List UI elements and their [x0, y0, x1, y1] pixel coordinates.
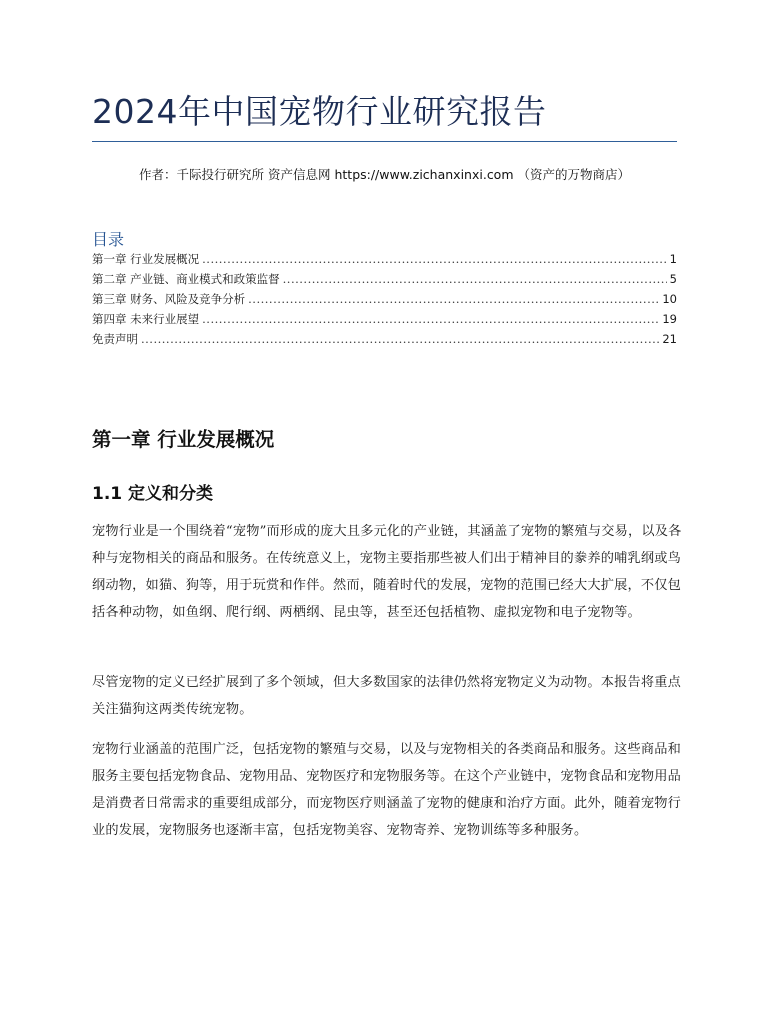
- table-of-contents: [92, 251, 677, 351]
- toc-item-label: 第三章 财务、风险及竞争分析: [92, 292, 246, 306]
- toc-item-page: 21: [662, 332, 677, 346]
- toc-item-page: 10: [662, 292, 677, 306]
- body-paragraph: 尽管宠物的定义已经扩展到了多个领域，但大多数国家的法律仍然将宠物定义为动物。本报告将重点关注猫狗这两类传统宠物。: [92, 675, 682, 717]
- toc-heading: 目录: [92, 230, 125, 249]
- section-title: 1.1 定义和分类: [92, 484, 214, 504]
- toc-item-page: 1: [669, 252, 677, 266]
- body-paragraph: 宠物行业是一个围绕着“宠物”而形成的庞大且多元化的产业链，其涵盖了宠物的繁殖与交易，以及各种与宠物相关的商品和服务。在传统意义上，宠物主要指那些被人们出于精神目的豢养的哺乳纲或鸟纲动物，如猫、狗等，用于玩赏和作伴。然而，随着时代的发展，宠物的范围已经大大扩展，不仅包括各种动物，如鱼纲、爬行纲、两栖纲、昆虫等，甚至还包括植物、虚拟宠物和电子宠物等。: [92, 524, 682, 620]
- chapter-title: 第一章 行业发展概况: [92, 428, 275, 451]
- toc-leader-dots: [283, 272, 667, 286]
- toc-item-chapter-4[interactable]: [92, 311, 677, 331]
- toc-item-label: 第四章 未来行业展望: [92, 312, 200, 326]
- title-divider: [92, 141, 677, 142]
- toc-leader-dots: [248, 292, 659, 306]
- toc-item-page: 5: [669, 272, 677, 286]
- toc-item-label: 免责声明: [92, 332, 138, 346]
- toc-item-disclaimer[interactable]: [92, 331, 677, 351]
- toc-item-label: 第二章 产业链、商业模式和政策监督: [92, 272, 280, 286]
- toc-item-label: 第一章 行业发展概况: [92, 252, 200, 266]
- author-line: 作者：千际投行研究所 资产信息网 https://www.zichanxinxi.com （资产的万物商店）: [139, 167, 630, 182]
- toc-item-chapter-3[interactable]: [92, 291, 677, 311]
- toc-item-chapter-2[interactable]: [92, 271, 677, 291]
- toc-item-page: 19: [662, 312, 677, 326]
- toc-leader-dots: [202, 252, 667, 266]
- toc-leader-dots: [141, 332, 659, 346]
- document-title: 2024年中国宠物行业研究报告: [92, 92, 547, 131]
- toc-leader-dots: [202, 312, 659, 326]
- body-paragraph: 宠物行业涵盖的范围广泛，包括宠物的繁殖与交易，以及与宠物相关的各类商品和服务。这些商品和服务主要包括宠物食品、宠物用品、宠物医疗和宠物服务等。在这个产业链中，宠物食品和宠物用品是消费者日常需求的重要组成部分，而宠物医疗则涵盖了宠物的健康和治疗方面。此外，随着宠物行业的发展，宠物服务也逐渐丰富，包括宠物美容、宠物寄养、宠物训练等多种服务。: [92, 742, 682, 838]
- toc-item-chapter-1[interactable]: [92, 251, 677, 271]
